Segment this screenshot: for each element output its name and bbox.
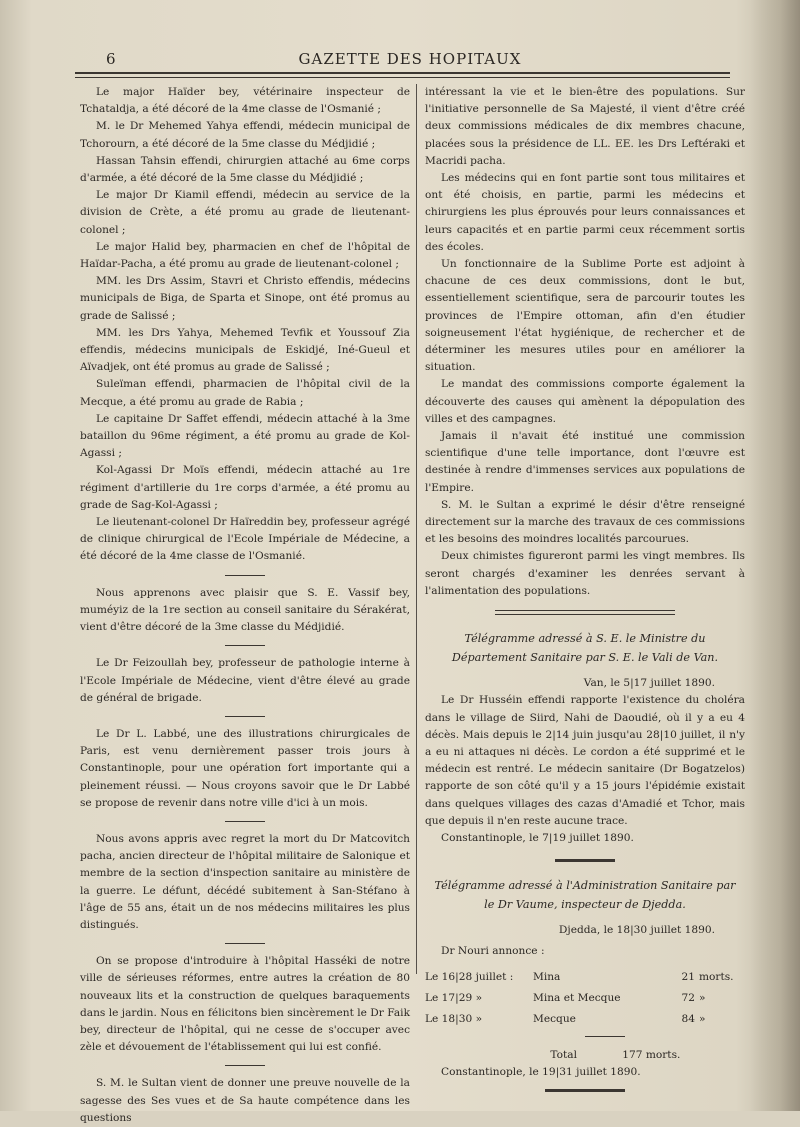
row-date: Le 18|30 » (425, 1012, 483, 1025)
medecins-paragraph: Les médecins qui en font partie sont tous militaires et ont été choisis, en partie, parmi les médecins et chirurgiens les plus éprouvés pour leurs connaissances et leurs capacités et en partie parmi ceux récemment sortis des écoles. (425, 172, 745, 253)
row-place: Mina et Mecque (533, 991, 621, 1004)
promotion-paragraph: M. le Dr Mehemed Yahya effendi, médecin municipal de Tchorourn, a été décoré de la 5me classe du Médjidié ; (80, 120, 410, 150)
telegram-djedda-signoff: Constantinople, le 19|31 juillet 1890. (441, 1065, 641, 1078)
total-value: 177 morts. (622, 1048, 681, 1061)
row-date: Le 16|28 juillet : (425, 970, 514, 983)
telegram-djedda-title: Télégramme adressé à l'Administration Sanitaire par le Dr Vaume, inspecteur de Djedda. (434, 879, 736, 912)
telegram-van-signoff: Constantinople, le 7|19 juillet 1890. (441, 831, 634, 844)
promotion-paragraph: Le lieutenant-colonel Dr Haïreddin bey, professeur agrégé de clinique chirurgical de l'Ecole Impériale de Médecine, a été décoré de la 4me classe de l'Osmanié. (80, 516, 410, 563)
feizoullah-paragraph: Le Dr Feizoullah bey, professeur de pathologie interne à l'Ecole Impériale de Médecine, vient d'être élevé au grade de général de brigade. (80, 657, 410, 704)
row-count: 72 (681, 991, 695, 1004)
chimistes-paragraph: Deux chimistes figureront parmi les vingt membres. Ils seront chargés d'examiner les denrées servant à l'alimentation des populations. (425, 550, 745, 597)
jamais-paragraph: Jamais il n'avait été institué une commission scientifique d'une telle importance, dont l'œuvre est destinée à rendre d'immenses services aux populations de l'Empire. (425, 430, 745, 494)
telegram-van-title: Télégramme adressé à S. E. le Ministre du Département Sanitaire par S. E. le Vali de Van. (451, 632, 719, 665)
promotion-paragraph: Le capitaine Dr Saffet effendi, médecin attaché à la 3me bataillon du 96me régiment, a été promu au grade de Kol-Agassi ; (80, 412, 410, 460)
row-unit: morts. (699, 970, 734, 983)
fonctionnaire-paragraph: Un fonctionnaire de la Sublime Porte est adjoint à chacune de ces deux commissions, dont le but, essentiellement scientifique, sera de parcourir toutes les provinces de l'Empire ottoman, afin d'en étudier soigneusement l'état hygiénique, de rechercher et de déterminer les mesures utiles pour en améliorer la situation. (425, 258, 745, 374)
telegram-van-dateline: Van, le 5|17 juillet 1890. (583, 677, 715, 690)
promotion-paragraph: MM. les Drs Assim, Stavri et Christo effendis, médecins municipals de Biga, de Sparta et Sinope, ont été promus au grade de Salissé ; (80, 275, 410, 322)
left-column (80, 84, 410, 1127)
promotion-paragraph: Le major Haïder bey, vétérinaire inspecteur de Tchataldja, a été décoré de la 4me classe de l'Osmanié ; (80, 86, 410, 116)
section-separator (225, 645, 265, 646)
header-rule (75, 72, 730, 78)
promotion-paragraph: Suleïman effendi, pharmacien de l'hôpital civil de la Mecque, a été promu au grade de Rabia ; (80, 378, 410, 408)
row-unit: » (699, 1012, 706, 1025)
promotion-paragraph: Le major Halid bey, pharmacien en chef de l'hôpital de Haïdar-Pacha, a été promu au grade de lieutenant-colonel ; (80, 240, 410, 271)
death-toll-table (425, 967, 734, 1030)
vassif-paragraph: Nous apprenons avec plaisir que S. E. Vassif bey, muméyiz de la 1re section au conseil sanitaire du Sérakérat, vient d'être décoré de la 3me classe du Médjidié. (80, 586, 410, 634)
sultan-paragraph-continued: intéressant la vie et le bien-être des populations. Sur l'initiative personnelle de Sa Majesté, il vient d'être créé deux commissions médicales de dix membres chacune, placées sous la présidence de LL. EE. les Drs Leftéraki et Macridi pacha. (425, 86, 745, 167)
table-row (425, 1009, 734, 1030)
row-date: Le 17|29 » (425, 991, 483, 1004)
row-place: Mecque (533, 1012, 576, 1025)
section-separator (225, 821, 265, 822)
telegram-djedda-dateline: Djedda, le 18|30 juillet 1890. (558, 924, 715, 937)
mandat-paragraph: Le mandat des commissions comporte également la découverte des causes qui amènent la dépopulation des villes et des campagnes. (425, 378, 745, 425)
promotion-paragraph: MM. les Drs Yahya, Mehemed Tevfik et Youssouf Zia effendis, médecins municipals de Eskidjé, Iné-Gueul et Aïvadjek, ont été promus au grade de Salissé ; (80, 326, 410, 374)
section-bold-rule (545, 1089, 625, 1092)
table-row (425, 967, 734, 988)
total-row (425, 1047, 745, 1064)
section-bold-rule (555, 859, 615, 862)
table-row (425, 988, 734, 1009)
telegram-van-body: Le Dr Husséin effendi rapporte l'existence du choléra dans le village de Siird, Nahi de Daoudié, où il y a eu 4 décès. Mais depuis le 2|14 juin jusqu'au 28|10 juillet, il n'y a eu ni attaques ni décès. Le cordon a été supprimé et le médecin est rentré. Le médecin sanitaire (Dr Bogatzelos) rapporte de son côté qu'il y a 15 jours l'épidémie existait dans quelques villages des cazas d'Amadié et Tchor, mais que depuis il n'en reste aucune trace. (425, 694, 745, 827)
section-double-rule (495, 610, 675, 615)
promotion-paragraph: Kol-Agassi Dr Moïs effendi, médecin attaché au 1re régiment d'artillerie du 1re corps d'armée, a été promu au grade de Sag-Kol-Agassi ; (80, 464, 410, 511)
page-edge-shadow (750, 0, 800, 1111)
page-number: 6 (106, 50, 117, 68)
matcovitch-paragraph: Nous avons appris avec regret la mort du Dr Matcovitch pacha, ancien directeur de l'hôpital militaire de Salonique et membre de la section d'inspection sanitaire au ministère de la guerre. Le défunt, décédé subitement à San-Stéfano à l'âge de 55 ans, était un de nos médecins militaires les plus distingués. (80, 832, 410, 931)
row-count: 84 (681, 1012, 695, 1025)
sultan-paragraph-start: S. M. le Sultan vient de donner une preuve nouvelle de la sagesse des Ses vues et de Sa haute compétence dans les questions (80, 1077, 410, 1124)
total-label: Total (550, 1048, 577, 1061)
right-column (425, 84, 745, 1104)
row-unit: » (699, 991, 706, 1004)
row-count: 21 (681, 970, 695, 983)
row-place: Mina (533, 970, 561, 983)
column-divider (416, 84, 417, 974)
promotion-paragraph: Le major Dr Kiamil effendi, médecin au service de la division de Crète, a été promu au grade de lieutenant-colonel ; (80, 189, 410, 236)
running-title: GAZETTE DES HOPITAUX (298, 50, 522, 68)
telegram-djedda-intro: Dr Nouri annonce : (441, 945, 545, 958)
sultan-desire-paragraph: S. M. le Sultan a exprimé le désir d'être renseigné directement sur la marche des travaux de ces commissions et les besoins des moindres localités parcourues. (425, 498, 745, 546)
labbe-paragraph: Le Dr L. Labbé, une des illustrations chirurgicales de Paris, est venu dernièrement passer trois jours à Constantinople, pour une opération fort importante qui a pleinement réussi. — Nous croyons savoir que le Dr Labbé se propose de revenir dans notre ville d'ici à un mois. (80, 727, 410, 809)
total-rule (585, 1036, 625, 1037)
promotion-paragraph: Hassan Tahsin effendi, chirurgien attaché au 6me corps d'armée, a été décoré de la 5me classe du Médjidié ; (80, 154, 410, 185)
hasseki-paragraph: On se propose d'introduire à l'hôpital Hasséki de notre ville de sérieuses réformes, entre autres la création de 80 nouveaux lits et la construction de quelques baraquements dans le jardin. Nous en félicitons bien sincèrement le Dr Faik bey, directeur de l'hôpital, qui ne cesse de s'occuper avec zèle et dévouement de l'établissement qui lui est confié. (80, 955, 410, 1054)
section-separator (225, 716, 265, 717)
section-separator (225, 943, 265, 944)
section-separator (225, 1065, 265, 1066)
section-separator (225, 575, 265, 576)
